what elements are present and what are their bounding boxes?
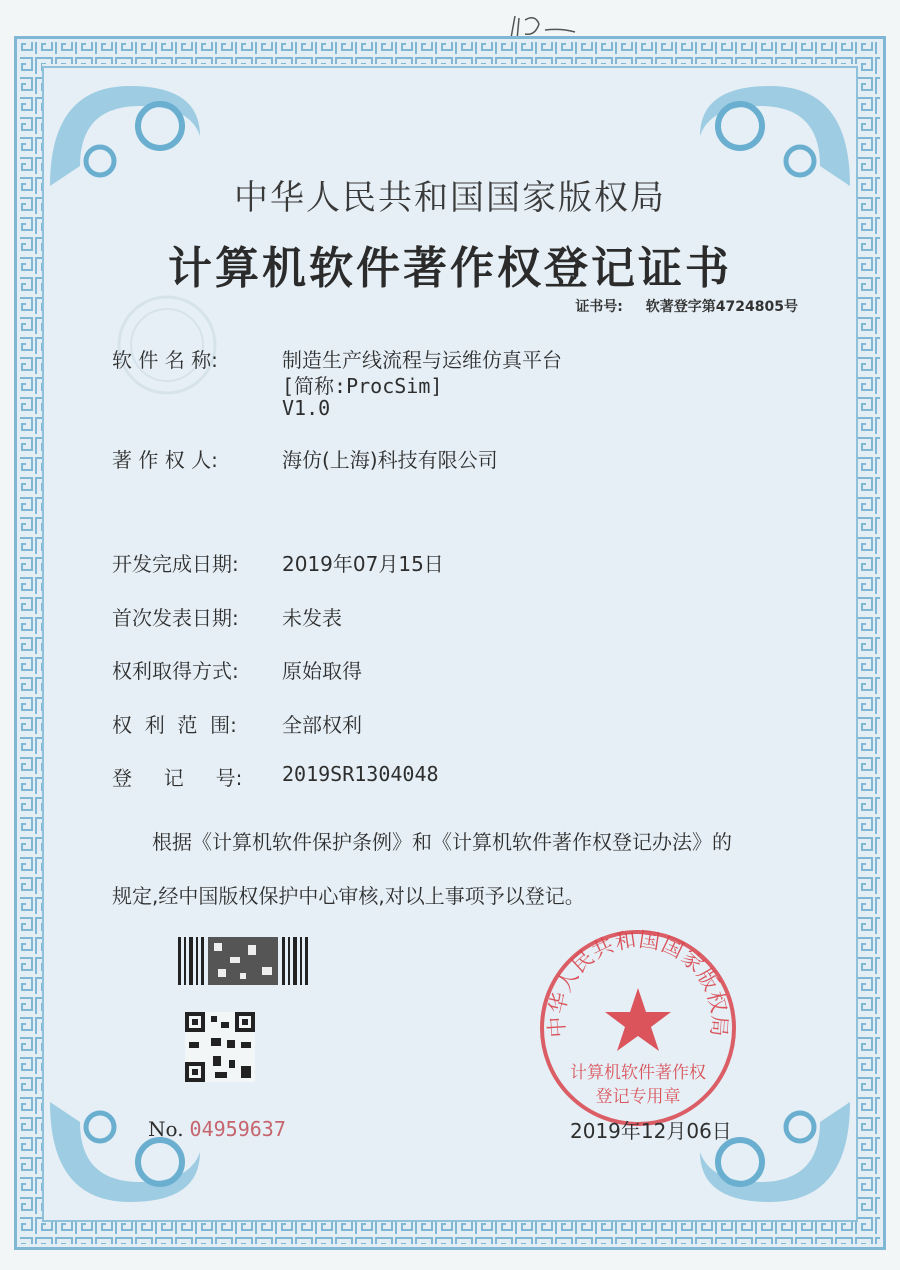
field-acquisition-method xyxy=(112,655,362,684)
field-copyright-owner xyxy=(112,444,498,473)
certificate-number xyxy=(575,296,798,316)
issuer-title: 中华人民共和国国家版权局 xyxy=(234,178,666,218)
qr-code xyxy=(185,1012,255,1082)
field-value: 2019年07月15日 xyxy=(282,552,444,576)
field-value: 未发表 xyxy=(282,606,342,630)
field-value: 海仿(上海)科技有限公司 xyxy=(282,448,498,472)
serial-number xyxy=(148,1117,286,1141)
field-label: 权 利 范 围: xyxy=(112,713,237,737)
field-version xyxy=(112,396,330,420)
barcode xyxy=(178,937,308,985)
field-value: [简称:ProcSim] xyxy=(282,374,443,398)
star-icon xyxy=(605,988,671,1051)
field-value: V1.0 xyxy=(282,396,331,420)
body-line-1: 根据《计算机软件保护条例》和《计算机软件著作权登记办法》的 xyxy=(152,830,732,854)
field-label: 首次发表日期: xyxy=(112,606,239,630)
seal-line-1: 计算机软件著作权 xyxy=(570,1063,706,1083)
field-registration-number xyxy=(112,762,439,791)
field-label: 软 件 名 称: xyxy=(112,348,218,372)
field-software-name xyxy=(112,344,562,373)
field-first-publish-date xyxy=(112,602,342,631)
serial-number-value: 04959637 xyxy=(189,1117,286,1141)
official-seal xyxy=(536,926,740,1130)
field-short-name xyxy=(112,370,442,399)
field-dev-complete-date xyxy=(112,548,444,577)
field-label: 著 作 权 人: xyxy=(112,448,218,472)
field-label: 登 记 号: xyxy=(112,766,243,790)
cert-no-value: 软著登字第4724805号 xyxy=(645,299,798,315)
corner-ornament-bottom-left xyxy=(40,1092,220,1222)
cert-no-label: 证书号: xyxy=(575,299,623,315)
body-line-2: 规定,经中国版权保护中心审核,对以上事项予以登记。 xyxy=(112,884,585,908)
field-value: 原始取得 xyxy=(282,659,362,683)
seal-ring-text: 中华人民共和国国家版权局 xyxy=(544,927,732,1039)
serial-number-label: No. xyxy=(148,1117,184,1141)
certificate-title: 计算机软件著作权登记证书 xyxy=(168,243,732,294)
field-value: 全部权利 xyxy=(282,713,362,737)
field-label: 权利取得方式: xyxy=(112,659,239,683)
field-rights-scope xyxy=(112,709,362,738)
field-value: 2019SR1304048 xyxy=(282,762,439,786)
seal-line-2: 登记专用章 xyxy=(595,1087,681,1107)
field-label: 开发完成日期: xyxy=(112,552,239,576)
issue-date: 2019年12月06日 xyxy=(570,1119,732,1143)
field-value: 制造生产线流程与运维仿真平台 xyxy=(282,348,562,372)
